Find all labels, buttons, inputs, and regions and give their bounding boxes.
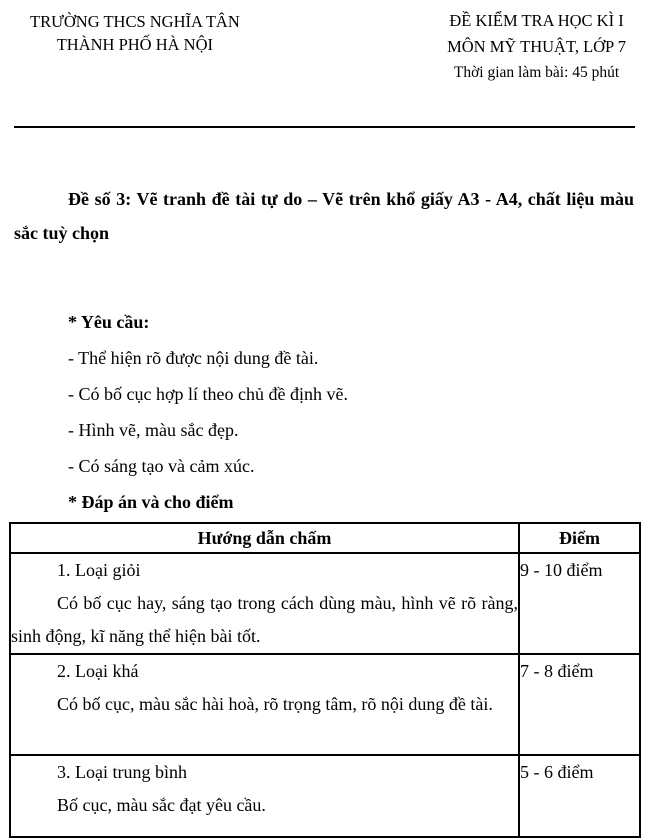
answer-heading: * Đáp án và cho điểm [68,492,234,512]
grade-score: 5 - 6 điểm [519,755,640,837]
requirement-item: - Có bố cục hợp lí theo chủ đề định vẽ. [68,384,348,404]
exam-info-block [447,8,626,86]
grade-title: 1. Loại giỏi [57,560,141,580]
grade-guide-cell [10,755,519,837]
requirements-heading: * Yêu cầu: [68,312,150,332]
grade-guide-cell [10,553,519,654]
grade-row-average [10,755,640,837]
document-header [0,0,650,86]
exam-subject: MÔN MỸ THUẬT, LỚP 7 [447,37,626,56]
requirement-item: - Có sáng tạo và cảm xúc. [68,456,255,476]
grade-description: Có bố cục, màu sắc hài hoà, rõ trọng tâm, rõ nội dung đề tài. [57,694,493,714]
school-name: TRƯỜNG THCS NGHĨA TÂN [30,12,240,31]
grade-row-good [10,654,640,755]
requirement-item: - Hình vẽ, màu sắc đẹp. [68,420,239,440]
grade-score: 9 - 10 điểm [519,553,640,654]
grade-description: Bố cục, màu sắc đạt yêu cầu. [57,795,266,815]
requirement-item: - Thể hiện rõ được nội dung đề tài. [68,348,319,368]
grade-guide-cell [10,654,519,755]
exam-duration: Thời gian làm bài: 45 phút [453,64,620,81]
exam-topic: Đề số 3: Vẽ tranh đề tài tự do – Vẽ trên khổ giấy A3 - A4, chất liệu màu sắc tuỳ chọn [14,189,634,243]
school-block [30,8,240,56]
divider-line [14,126,635,128]
table-header-score: Điểm [519,523,640,553]
requirements-section [68,304,630,520]
grading-table [9,522,641,838]
grade-title: 3. Loại trung bình [57,762,187,782]
grade-description: Có bố cục hay, sáng tạo trong cách dùng màu, hình vẽ rõ ràng, sinh động, kĩ năng thể hiện bài tốt. [11,593,518,646]
grade-title: 2. Loại khá [57,661,139,681]
grading-table-header-row [10,523,640,553]
exam-title: ĐỀ KIỂM TRA HỌC KÌ I [449,11,624,30]
school-city: THÀNH PHỐ HÀ NỘI [56,35,214,54]
table-header-guide: Hướng dẫn chấm [10,523,519,553]
grade-score: 7 - 8 điểm [519,654,640,755]
grade-row-excellent [10,553,640,654]
